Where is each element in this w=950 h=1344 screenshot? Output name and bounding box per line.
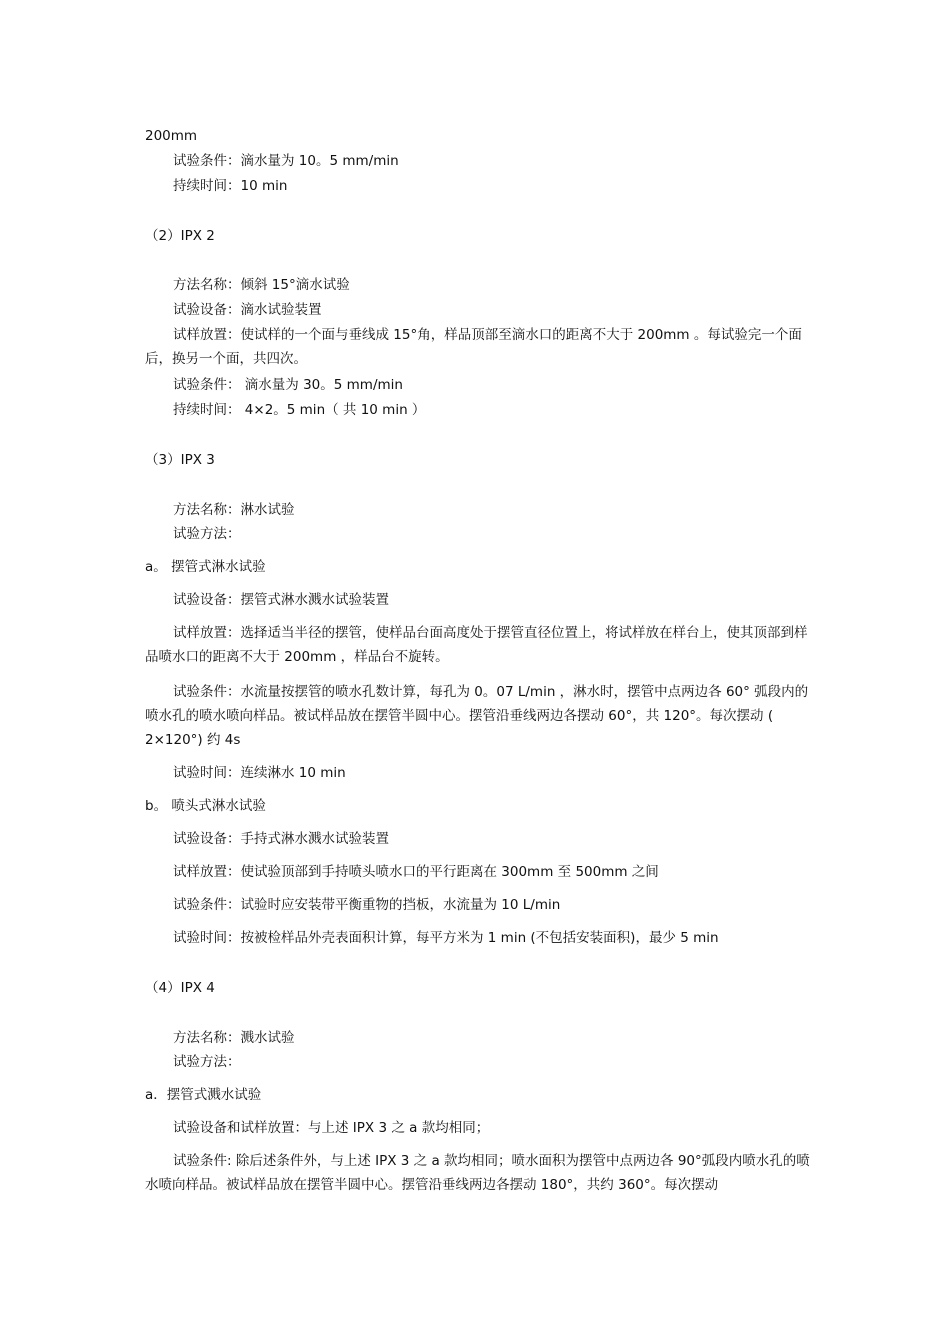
text-line: 方法名称：倾斜 15°滴水试验: [173, 277, 350, 293]
text-line: 试验方法：: [173, 1054, 241, 1070]
text-line: 持续时间： 4×2。5 min（ 共 10 min ）: [173, 402, 426, 418]
text-line: 试验时间：连续淋水 10 min: [173, 765, 346, 781]
text-line: 200mm: [145, 128, 198, 144]
paragraph: 试验条件：水流量按摆管的喷水孔数计算，每孔为 0。07 L/min ，淋水时，摆管中点两边各 60° 弧段内的喷水孔的喷水喷向样品。被试样品放在摆管半圆中心。摆管沿垂线两边各摆动 60°，共 120°。每次摆动 ( 2×120°) 约 4s: [145, 684, 809, 748]
subsection-heading: b。 喷头式淋水试验: [145, 798, 266, 814]
text-line: 试验设备和试样放置：与上述 IPX 3 之 a 款均相同；: [173, 1120, 490, 1136]
text-line: 试样放置：使试验顶部到手持喷头喷水口的平行距离在 300mm 至 500mm 之间: [173, 864, 659, 880]
text-line: 试验设备：摆管式淋水溅水试验装置: [173, 592, 389, 608]
text-line: 试验方法：: [173, 526, 241, 542]
section-heading: （2）IPX 2: [145, 228, 215, 244]
section-heading: （4）IPX 4: [145, 980, 215, 996]
paragraph: 试验条件: 除后述条件外，与上述 IPX 3 之 a 款均相同；喷水面积为摆管中点两边各 90°弧段内喷水孔的喷水喷向样品。被试样品放在摆管半圆中心。摆管沿垂线两边各摆动 180°，共约 360°。每次摆动: [145, 1153, 810, 1193]
paragraph: 试样放置：选择适当半径的摆管，使样品台面高度处于摆管直径位置上，将试样放在样台上，使其顶部到样品喷水口的距离不大于 200mm ，样品台不旋转。: [145, 625, 808, 665]
text-line: 试验条件： 滴水量为 30。5 mm/min: [173, 377, 403, 393]
text-line: 试验条件：滴水量为 10。5 mm/min: [173, 153, 399, 169]
text-line: 试验设备：手持式淋水溅水试验装置: [173, 831, 389, 847]
section-heading: （3）IPX 3: [145, 452, 215, 468]
subsection-heading: a．摆管式溅水试验: [145, 1087, 262, 1103]
text-line: 方法名称：溅水试验: [173, 1030, 295, 1046]
text-line: 方法名称：淋水试验: [173, 502, 295, 518]
text-line: 试验设备：滴水试验装置: [173, 302, 322, 318]
text-line: 持续时间：10 min: [173, 178, 288, 194]
text-line: 试验时间：按被检样品外壳表面积计算，每平方米为 1 min (不包括安装面积)，最少 5 min: [173, 930, 719, 946]
subsection-heading: a。 摆管式淋水试验: [145, 559, 266, 575]
text-line: 试验条件：试验时应安装带平衡重物的挡板，水流量为 10 L/min: [173, 897, 561, 913]
paragraph: 试样放置：使试样的一个面与垂线成 15°角，样品顶部至滴水口的距离不大于 200mm 。每试验完一个面后，换另一个面，共四次。: [145, 327, 802, 367]
